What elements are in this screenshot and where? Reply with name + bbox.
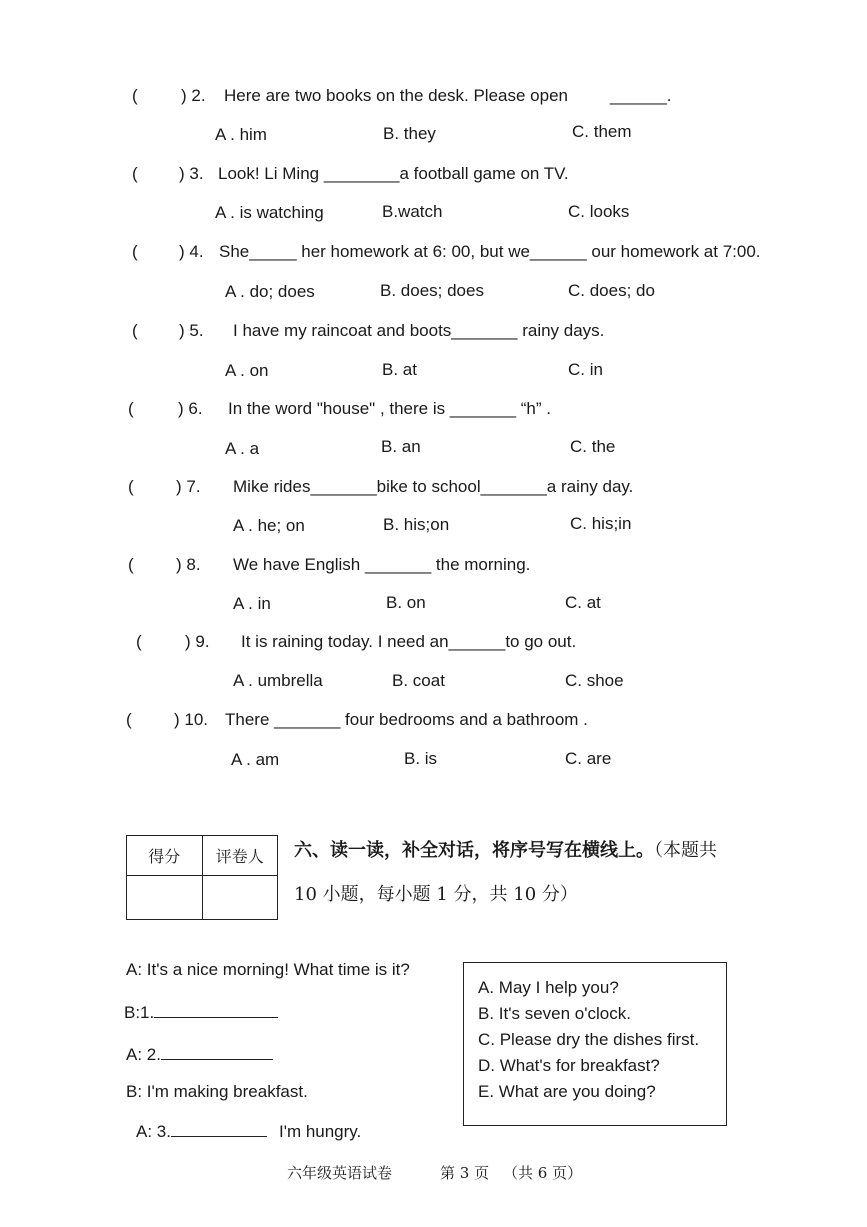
score-cell[interactable] (127, 876, 203, 920)
question-text: I have my raincoat and boots_______ rainy days. (233, 321, 605, 340)
dialogue-line-1: A: It's a nice morning! What time is it? (126, 960, 410, 979)
section-title (294, 836, 717, 862)
choice-d: D. What's for breakfast? (478, 1056, 660, 1075)
answer-paren-open: ( (128, 477, 134, 496)
question-number: ) 9. (185, 632, 210, 651)
option-c: C. are (565, 749, 612, 768)
footer-exam-name: 六年级英语试卷 (287, 1164, 393, 1182)
question-text: Look! Li Ming ________a football game on TV. (218, 164, 569, 183)
dialogue-line-3 (126, 1045, 273, 1065)
question-number: ) 5. (179, 321, 204, 340)
dialogue-line-4: B: I'm making breakfast. (126, 1082, 308, 1101)
option-a: A . do; does (225, 282, 315, 301)
score-table (126, 835, 278, 920)
question-text: It is raining today. I need an______to go out. (241, 632, 577, 651)
dialogue-speaker-text: A: 3. (136, 1122, 171, 1141)
footer-page-number: 第 3 页 (440, 1164, 490, 1182)
answer-blank-2[interactable] (161, 1045, 273, 1060)
answer-blank-1[interactable] (154, 1003, 278, 1018)
choice-a: A. May I help you? (478, 978, 619, 997)
option-a: A . a (225, 439, 260, 458)
dialogue-speaker-text: B:1. (124, 1003, 155, 1022)
question-number: ) 7. (176, 477, 201, 496)
option-b: B. on (386, 593, 426, 612)
answer-paren-open: ( (132, 164, 138, 183)
option-b: B.watch (382, 202, 443, 221)
answer-paren-open: ( (136, 632, 142, 651)
option-c: C. them (572, 122, 632, 141)
option-b: B. his;on (383, 515, 450, 534)
question-number: ) 3. (179, 164, 204, 183)
option-c: C. shoe (565, 671, 624, 690)
option-a: A . him (215, 125, 267, 144)
option-b: B. they (383, 124, 436, 143)
question-number: ) 2. (181, 86, 206, 105)
section-title-bold: 六、读一读，补全对话，将序号写在横线上。 (294, 840, 654, 861)
question-text: Mike rides_______bike to school_______a rainy day. (233, 477, 634, 496)
option-c: C. does; do (568, 281, 655, 300)
option-b: B. coat (392, 671, 445, 690)
answer-paren-open: ( (132, 86, 138, 105)
score-label: 得分 (127, 836, 203, 876)
choice-c: C. Please dry the dishes first. (478, 1030, 700, 1049)
question-number: ) 4. (179, 242, 204, 261)
option-b: B. does; does (380, 281, 484, 300)
question-number: ) 6. (178, 399, 203, 418)
choice-b: B. It's seven o'clock. (478, 1004, 631, 1023)
answer-paren-open: ( (126, 710, 132, 729)
dialogue-line-2 (124, 1003, 278, 1023)
option-c: C. his;in (570, 514, 632, 533)
option-b: B. at (382, 360, 417, 379)
answer-paren-open: ( (128, 555, 134, 574)
question-number: ) 10. (174, 710, 209, 729)
option-c: C. the (570, 437, 616, 456)
section-title-rest: （本题共 (654, 840, 717, 861)
question-tail: ______. (610, 86, 672, 105)
option-a: A . is watching (215, 203, 324, 222)
option-a: A . in (233, 594, 271, 613)
option-c: C. looks (568, 202, 630, 221)
answer-paren-open: ( (128, 399, 134, 418)
grader-label: 评卷人 (202, 836, 278, 876)
answer-paren-open: ( (132, 321, 138, 340)
dialogue-line-5 (136, 1122, 361, 1142)
choice-e: E. What are you doing? (478, 1082, 656, 1101)
question-text: In the word "house" , there is _______ “h” . (228, 399, 551, 418)
footer-total-pages: （共 6 页） (503, 1164, 583, 1182)
answer-paren-open: ( (132, 242, 138, 261)
option-a: A . he; on (233, 516, 305, 535)
grader-cell[interactable] (202, 876, 278, 920)
dialogue-after-text: I'm hungry. (278, 1122, 362, 1141)
question-text: She_____ her homework at 6: 00, but we______ our homework at 7:00. (219, 242, 761, 261)
option-b: B. is (404, 749, 438, 768)
dialogue-speaker-text: A: 2. (126, 1045, 161, 1064)
option-c: C. at (565, 593, 601, 612)
question-text: We have English _______ the morning. (233, 555, 531, 574)
option-a: A . am (231, 750, 280, 769)
question-number: ) 8. (176, 555, 201, 574)
section-subtitle: 10 小题，每小题 1 分，共 10 分） (294, 884, 578, 905)
question-text: Here are two books on the desk. Please open (224, 86, 568, 105)
question-text: There _______ four bedrooms and a bathroom . (225, 710, 588, 729)
choices-box (463, 962, 727, 1126)
option-c: C. in (568, 360, 603, 379)
option-a: A . on (225, 361, 269, 380)
option-b: B. an (381, 437, 421, 456)
option-a: A . umbrella (233, 671, 323, 690)
answer-blank-3[interactable] (171, 1122, 267, 1137)
